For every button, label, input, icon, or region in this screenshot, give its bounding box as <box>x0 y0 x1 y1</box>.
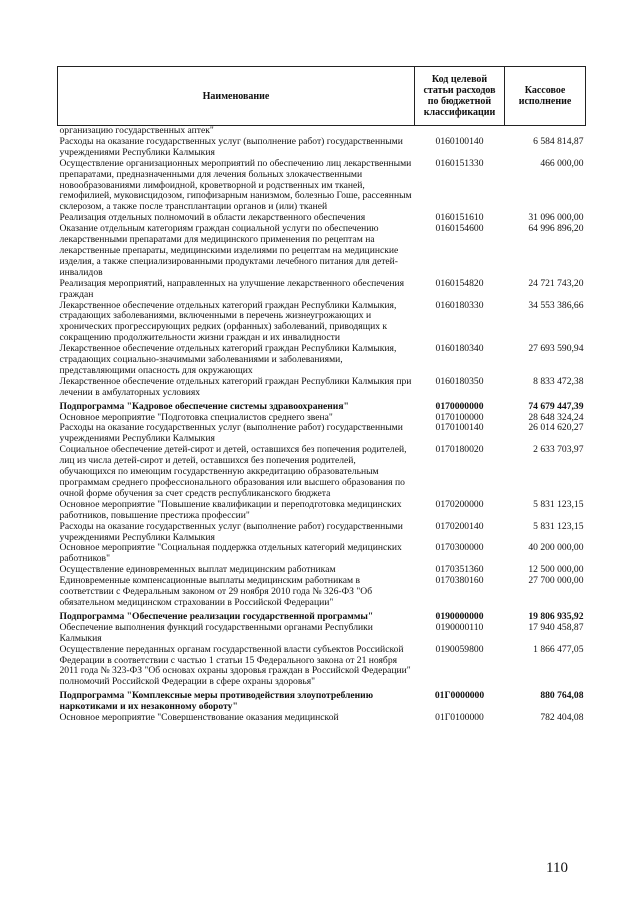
row-name: Основное мероприятие "Социальная поддержка отдельных категорий медицинских работников" <box>59 542 402 565</box>
table-row <box>58 399 586 413</box>
row-code: 0170300000 <box>435 542 484 554</box>
row-name: Реализация отдельных полномочий в области лекарственного обеспечения <box>59 212 366 224</box>
table-row <box>58 688 586 713</box>
row-name: Расходы на оказание государственных услуг (выполнение работ) государственными учреждениями Республики Калмыкия <box>59 520 403 543</box>
table-row <box>58 713 586 724</box>
row-code: 0170100140 <box>435 422 484 434</box>
table-row <box>58 609 586 623</box>
row-amount: 466 000,00 <box>540 157 584 169</box>
table-row <box>58 301 586 345</box>
header-code: Код целевой статьи расходов по бюджетной классификации <box>415 67 505 126</box>
row-name: Подпрограмма "Комплексные меры противодействия злоупотреблению наркотиками и их незаконному обороту" <box>59 690 374 713</box>
row-name: Подпрограмма "Кадровое обеспечение системы здравоохранения" <box>59 400 349 412</box>
page-number: 110 <box>546 860 568 876</box>
row-code: 0170100000 <box>435 411 484 423</box>
header-name: Наименование <box>58 67 415 126</box>
row-amount: 5 831 123,15 <box>533 520 584 532</box>
row-code: 0160180340 <box>435 343 484 355</box>
row-name: Обеспечение выполнения функций государственными органами Республики Калмыкия <box>59 621 373 644</box>
row-code: 0160151610 <box>435 212 484 224</box>
row-name: Лекарственное обеспечение отдельных категорий граждан Республики Калмыкия при лечении в амбулаторных условиях <box>59 375 412 398</box>
table-row <box>58 576 586 609</box>
table-row <box>58 645 586 689</box>
row-amount: 2 633 703,97 <box>533 444 584 456</box>
header-amount: Кассовое исполнение <box>505 67 586 126</box>
row-name: Основное мероприятие "Повышение квалификации и переподготовка медицинских работников, повышение престижа профессии" <box>59 498 402 521</box>
row-amount: 782 404,08 <box>540 712 584 724</box>
table-header-row <box>58 67 586 126</box>
row-amount: 27 693 590,94 <box>528 343 584 355</box>
row-amount: 27 700 000,00 <box>528 575 584 587</box>
row-code: 0190000110 <box>435 621 484 633</box>
row-name: Расходы на оказание государственных услуг (выполнение работ) государственными учреждениями Республики Калмыкия <box>59 135 403 158</box>
row-name: Лекарственное обеспечение отдельных категорий граждан Республики Калмыкия, страдающих социально-значимыми заболеваниями и заболеваниями, представляющими опасность для окружающих <box>59 343 397 376</box>
table-row <box>58 445 586 500</box>
row-code: 0170200000 <box>435 498 484 510</box>
row-code: 0160180330 <box>435 299 484 311</box>
row-code: 0170200140 <box>435 520 484 532</box>
row-name: Реализация мероприятий, направленных на улучшение лекарственного обеспечения граждан <box>59 277 405 300</box>
table-row <box>58 344 586 377</box>
table-row <box>58 377 586 399</box>
table-row <box>58 224 586 279</box>
table-row <box>58 423 586 445</box>
row-code: 0170380160 <box>435 575 484 587</box>
row-amount: 31 096 000,00 <box>528 212 584 224</box>
row-name: Основное мероприятие "Подготовка специалистов среднего звена" <box>59 411 333 423</box>
table-row <box>58 623 586 645</box>
table-row <box>58 522 586 544</box>
row-amount: 17 940 458,87 <box>528 621 584 633</box>
row-code: 0190000000 <box>435 610 484 622</box>
table-row <box>58 279 586 301</box>
row-amount: 74 679 447,39 <box>528 400 584 412</box>
row-code: 01Г0000000 <box>434 690 485 702</box>
row-code: 0170000000 <box>435 400 484 412</box>
row-amount: 34 553 386,66 <box>528 299 584 311</box>
row-name: Осуществление организационных мероприятий по обеспечению лиц лекарственными препаратами, предназначенными для лечения больных злокачественными новообразованиями лимфоидной, кроветворной и родственных им тканей, гемофилией, муковисцидозом, гипофизарным нанизмом, болезнью Гоше, рассеянным склерозом, а также после трансплантации органов и (или) тканей <box>59 157 412 213</box>
row-code: 0160154600 <box>435 223 484 235</box>
row-amount: 12 500 000,00 <box>528 564 584 576</box>
row-amount: 40 200 000,00 <box>528 542 584 554</box>
row-name: Оказание отдельным категориям граждан социальной услуги по обеспечению лекарственными препаратами для медицинского применения по рецептам на лекарственные препараты, медицинскими изделиями по рецептам на медицинские изделия, а также специализированными продуктами лечебного питания для детей-инвалидов <box>59 223 399 278</box>
row-code: 0170351360 <box>435 564 484 576</box>
row-amount: 64 996 896,20 <box>528 223 584 235</box>
row-name: Осуществление единовременных выплат медицинским работникам <box>59 564 336 576</box>
table-body <box>58 126 586 724</box>
row-amount: 6 584 814,87 <box>533 135 584 147</box>
row-name: Основное мероприятие "Совершенствование оказания медицинской <box>59 712 339 724</box>
row-code: 0160151330 <box>435 157 484 169</box>
row-name: Осуществление переданных органам государственной власти субъектов Российской Федерации в соответствии с частью 1 статьи 15 Федерального закона от 21 ноября 2011 года № 323-ФЗ "Об основах охраны здоровья граждан в Российской Федерации" полномочий Российской Федерации в сфере охраны здоровья" <box>59 643 411 688</box>
table-row <box>58 500 586 522</box>
row-amount: 19 806 935,92 <box>528 610 584 622</box>
row-code: 0190059800 <box>435 643 484 655</box>
row-code: 0160180350 <box>435 375 484 387</box>
row-amount: 24 721 743,20 <box>528 277 584 289</box>
row-name: Подпрограмма "Обеспечение реализации государственной программы" <box>59 610 374 622</box>
row-amount: 880 764,08 <box>540 690 584 702</box>
row-name: Социальное обеспечение детей-сирот и детей, оставшихся без попечения родителей, лиц из числа детей-сирот и детей, оставшихся без попечения родителей, обучающихся по имеющим государственную аккредитацию образовательным программам среднего профессионального образования или высшего образования по очной форме обучения за счет средств республиканского бюджета <box>59 444 407 499</box>
row-code: 0160154820 <box>435 277 484 289</box>
budget-execution-table <box>57 66 586 724</box>
row-amount: 28 648 324,24 <box>528 411 584 423</box>
row-code: 0170180020 <box>435 444 484 456</box>
row-name: Расходы на оказание государственных услуг (выполнение работ) государственными учреждениями Республики Калмыкия <box>59 422 403 445</box>
row-name: Единовременные компенсационные выплаты медицинским работникам в соответствии с Федеральным законом от 29 ноября 2010 года № 326-ФЗ "Об обязательном медицинском страховании в Российской Федерации" <box>59 575 373 608</box>
row-name: организацию государственных аптек" <box>59 125 214 136</box>
row-amount: 1 866 477,05 <box>533 643 584 655</box>
row-name: Лекарственное обеспечение отдельных категорий граждан Республики Калмыкия, страдающих заболеваниями, включенными в перечень жизнеугрожающих и хронических прогрессирующих редких (орфанных) заболеваний, приводящих к сокращению продолжительности жизни граждан и их инвалидности <box>59 299 397 344</box>
table-row <box>58 137 586 159</box>
row-amount: 5 831 123,15 <box>533 498 584 510</box>
row-code: 01Г0100000 <box>435 712 484 724</box>
row-code: 0160100140 <box>435 135 484 147</box>
row-amount: 26 014 620,27 <box>528 422 584 434</box>
table-row <box>58 543 586 565</box>
row-amount: 8 833 472,38 <box>533 375 584 387</box>
table-row <box>58 159 586 214</box>
